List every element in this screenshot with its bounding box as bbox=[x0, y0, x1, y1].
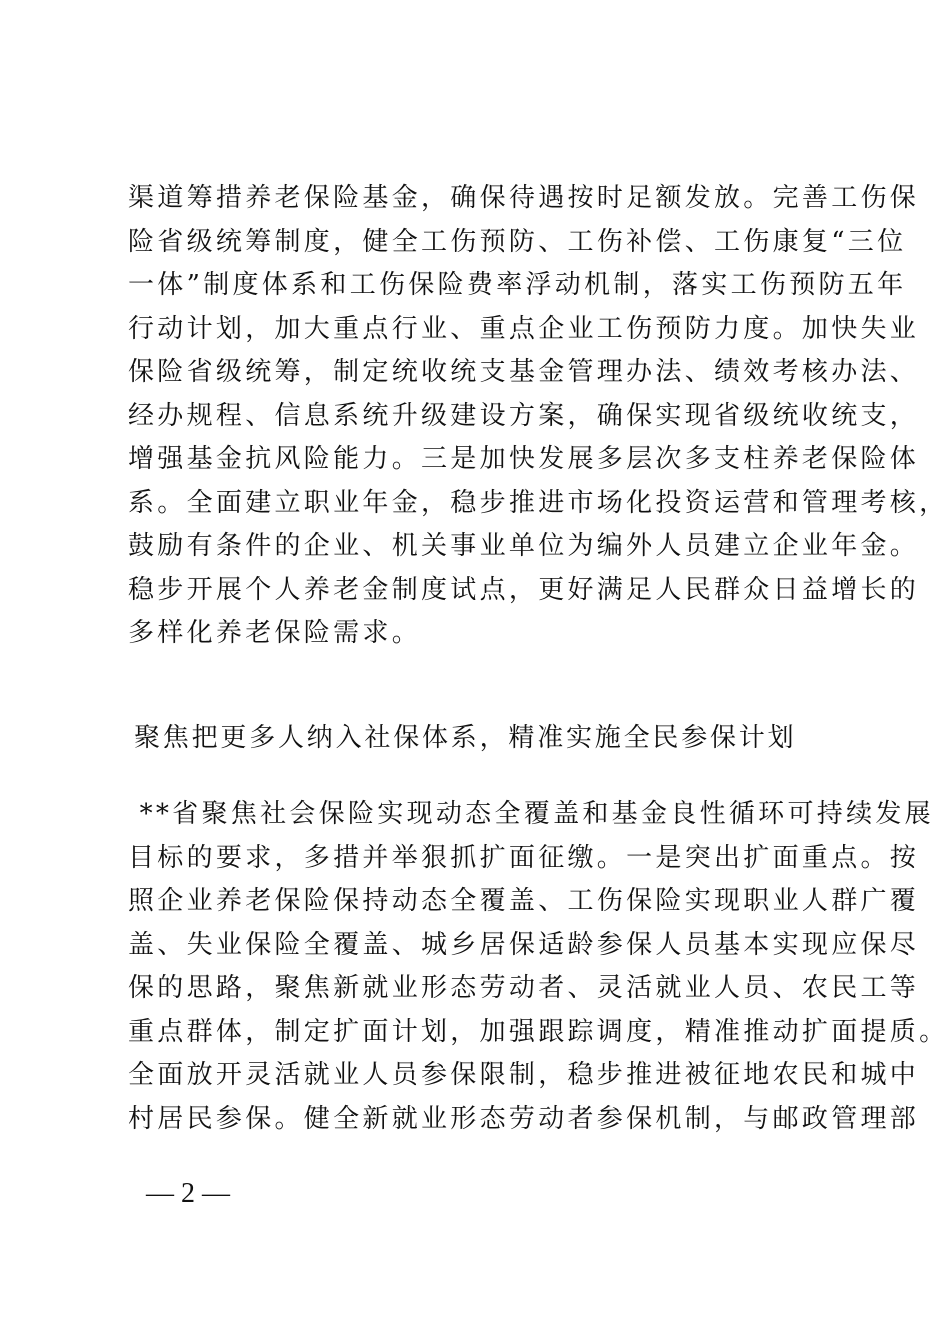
paragraph-line: 目标的要求，多措并举狠抓扩面征缴。一是突出扩面重点。按 bbox=[128, 842, 920, 873]
paragraph-2 bbox=[128, 793, 949, 1141]
paragraph-line: 鼓励有条件的企业、机关事业单位为编外人员建立企业年金。 bbox=[128, 531, 920, 561]
paragraph-line: 增强基金抗风险能力。三是加快发展多层次多支柱养老保险体 bbox=[128, 444, 920, 474]
paragraph-line: 重点群体，制定扩面计划，加强跟踪调度，精准推动扩面提质。 bbox=[128, 1016, 949, 1047]
paragraph-line: 多样化养老保险需求。 bbox=[128, 618, 422, 648]
paragraph-1 bbox=[128, 177, 949, 656]
paragraph-line: 保的思路，聚焦新就业形态劳动者、灵活就业人员、农民工等 bbox=[128, 973, 920, 1003]
paragraph-line: 险省级统筹制度，健全工伤预防、工伤补偿、工伤康复“三位 bbox=[128, 226, 907, 257]
paragraph-line: 行动计划，加大重点行业、重点企业工伤预防力度。加快失业 bbox=[128, 313, 920, 344]
paragraph-line: **省聚焦社会保险实现动态全覆盖和基金良性循环可持续发展 bbox=[128, 799, 934, 829]
paragraph-line: 系。全面建立职业年金，稳步推进市场化投资运营和管理考核， bbox=[128, 487, 949, 518]
paragraph-line: 保险省级统筹，制定统收统支基金管理办法、绩效考核办法、 bbox=[128, 357, 920, 387]
paragraph-line: 全面放开灵活就业人员参保限制，稳步推进被征地农民和城中 bbox=[128, 1060, 920, 1090]
paragraph-line: 渠道筹措养老保险基金，确保待遇按时足额发放。完善工伤保 bbox=[128, 183, 920, 213]
paragraph-line: 经办规程、信息系统升级建设方案，确保实现省级统收统支， bbox=[128, 400, 920, 431]
page-number: — 2 — bbox=[146, 1178, 230, 1209]
paragraph-line: 照企业养老保险保持动态全覆盖、工伤保险实现职业人群广覆 bbox=[128, 886, 920, 916]
paragraph-line: 村居民参保。健全新就业形态劳动者参保机制，与邮政管理部 bbox=[128, 1103, 920, 1134]
paragraph-line: 盖、失业保险全覆盖、城乡居保适龄参保人员基本实现应保尽 bbox=[128, 929, 920, 960]
paragraph-line: 一体”制度体系和工伤保险费率浮动机制，落实工伤预防五年 bbox=[128, 270, 907, 300]
section-heading: 聚焦把更多人纳入社保体系，精准实施全民参保计划 bbox=[134, 723, 797, 753]
paragraph-line: 稳步开展个人养老金制度试点，更好满足人民群众日益增长的 bbox=[128, 574, 920, 605]
